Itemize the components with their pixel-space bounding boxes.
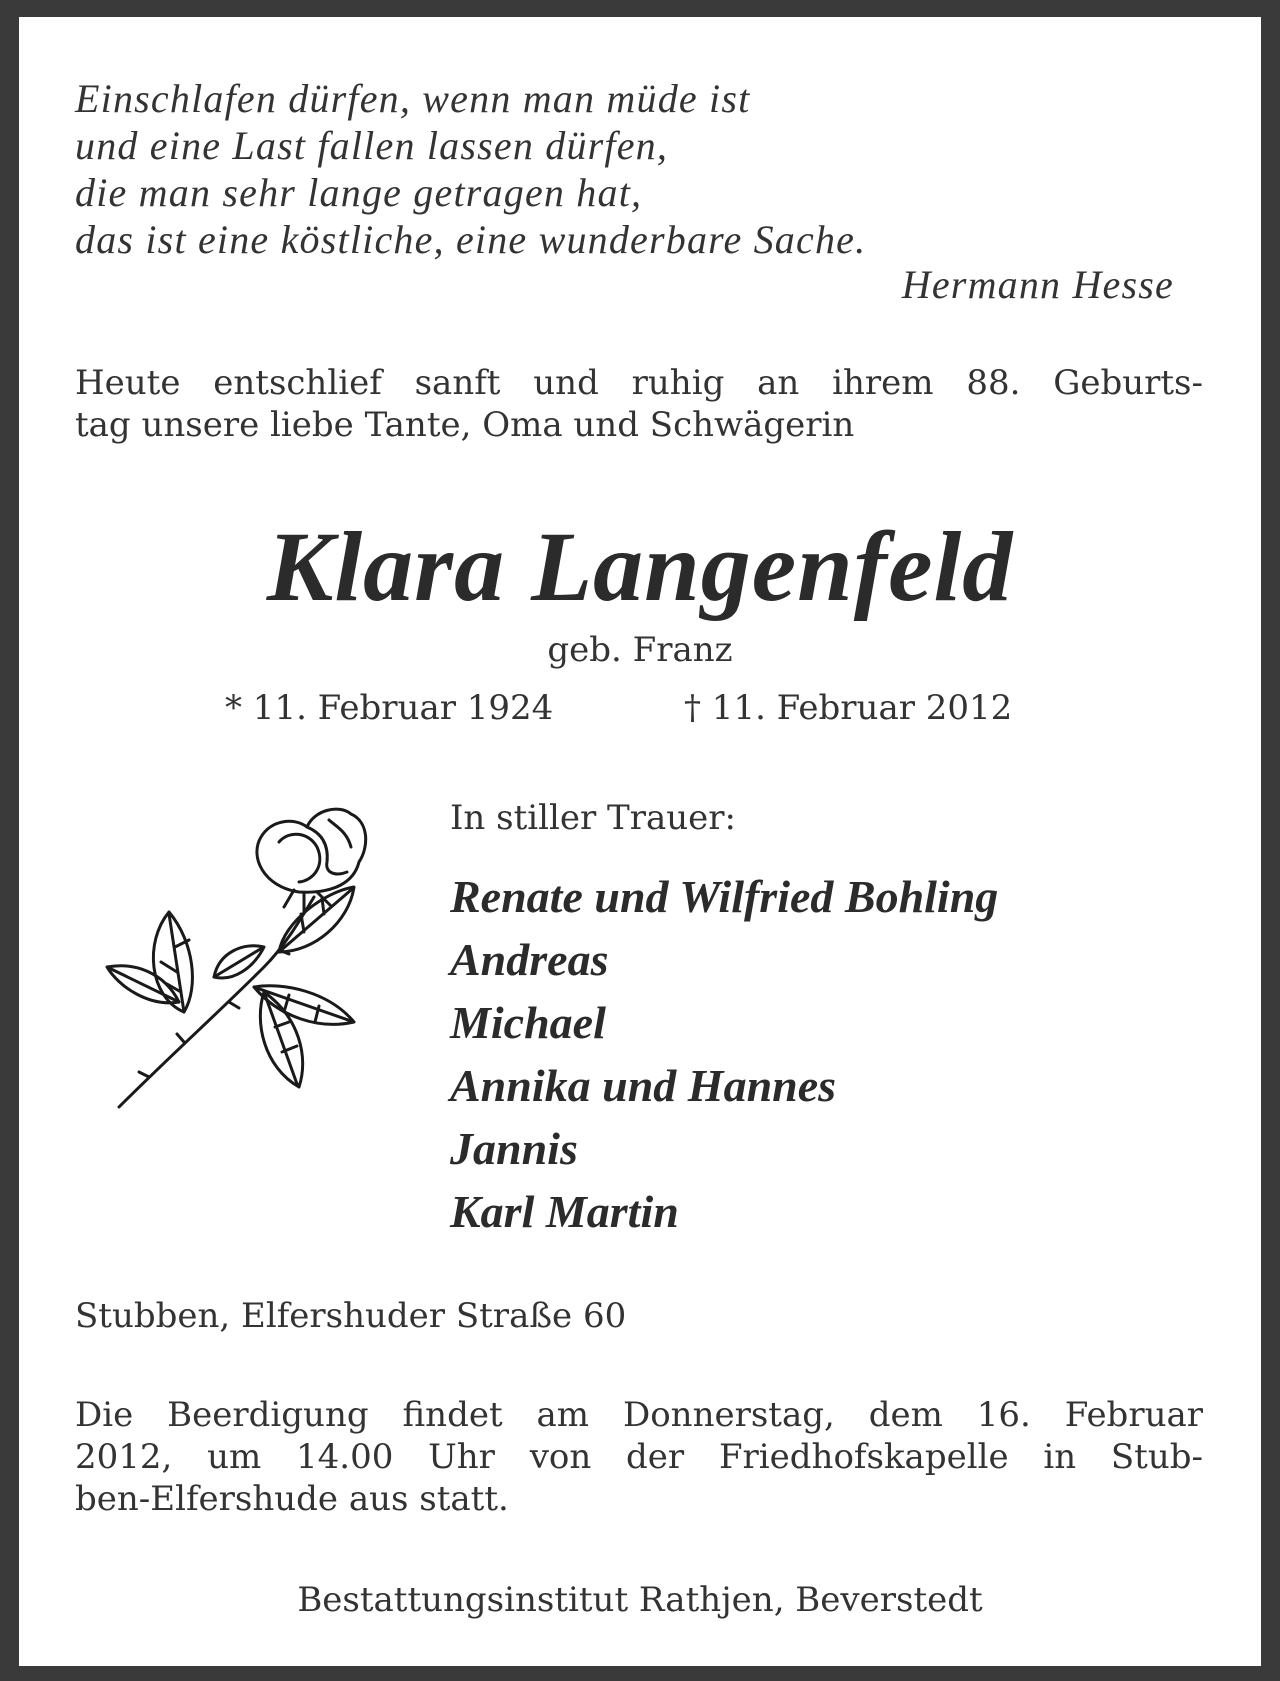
- undertaker: Bestattungsinstitut Rathjen, Beverstedt: [297, 1580, 983, 1620]
- poem-quote: [75, 75, 866, 263]
- intro-line: tag unsere liebe Tante, Oma und Schwägerin: [75, 405, 855, 445]
- rose-icon: [89, 802, 389, 1122]
- poem-author: Hermann Hesse: [901, 262, 1174, 307]
- intro-line: Heute entschlief sanft und ruhig an ihrem 88. Geburts-: [75, 363, 1203, 403]
- poem-line: und eine Last fallen lassen dürfen,: [75, 123, 669, 168]
- poem-line: das ist eine köstliche, eine wunderbare Sache.: [75, 217, 867, 262]
- obituary-notice: [19, 17, 1261, 1666]
- funeral-line: ben-Elfershude aus statt.: [75, 1479, 509, 1519]
- mourner-name: Karl Martin: [450, 1186, 679, 1237]
- mourner-name: Jannis: [450, 1123, 578, 1174]
- deceased-name: Klara Langenfeld: [266, 511, 1014, 622]
- mourner-name: Renate und Wilfried Bohling: [450, 871, 999, 922]
- birth-date: * 11. Februar 1924: [225, 688, 554, 728]
- mourner-name: Michael: [450, 997, 606, 1048]
- mourner-list: [450, 865, 998, 1243]
- poem-line: Einschlafen dürfen, wenn man müde ist: [75, 76, 751, 121]
- death-date: † 11. Februar 2012: [684, 688, 1013, 728]
- funeral-line: 2012, um 14.00 Uhr von der Friedhofskapelle in Stub-: [75, 1437, 1203, 1477]
- mourning-label: In stiller Trauer:: [450, 798, 736, 838]
- funeral-line: Die Beerdigung findet am Donnerstag, dem 16. Februar: [75, 1395, 1203, 1435]
- funeral-notice: [75, 1394, 1203, 1520]
- mourner-name: Annika und Hannes: [450, 1060, 837, 1111]
- poem-line: die man sehr lange getragen hat,: [75, 170, 643, 215]
- intro-text: [75, 362, 1203, 446]
- address: Stubben, Elfershuder Straße 60: [75, 1296, 627, 1336]
- mourner-name: Andreas: [450, 934, 609, 985]
- maiden-name: geb. Franz: [547, 630, 733, 670]
